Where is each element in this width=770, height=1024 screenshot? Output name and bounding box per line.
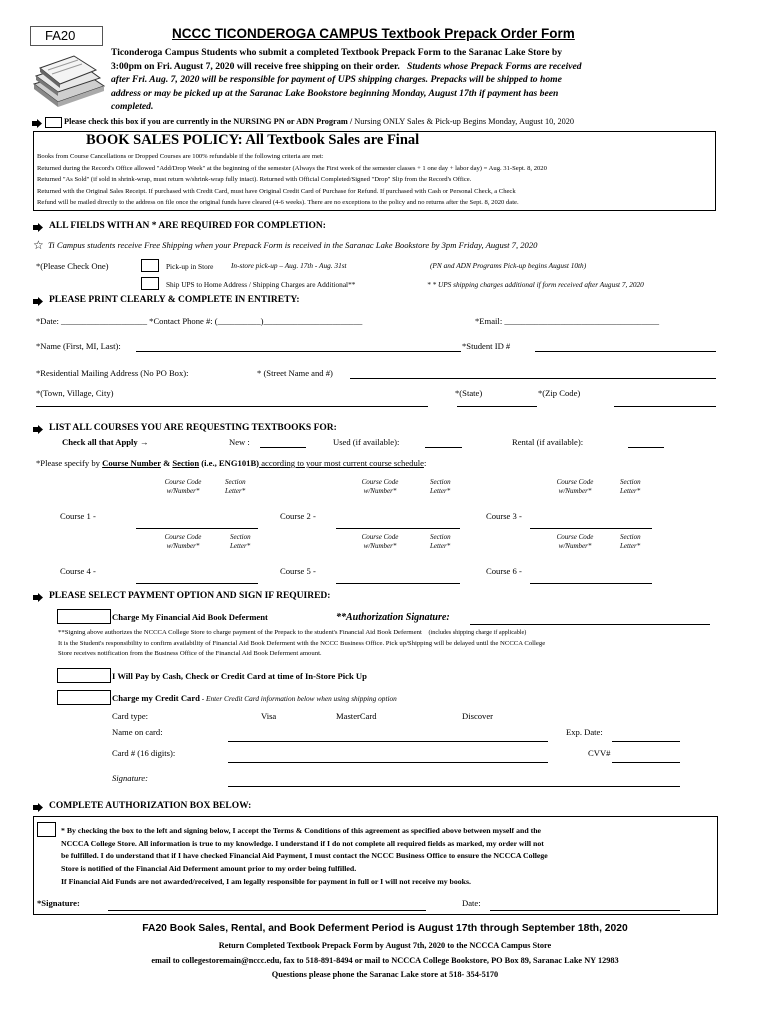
print-clearly-heading: PLEASE PRINT CLEARLY & COMPLETE IN ENTIRETY:	[49, 295, 300, 305]
section-header: Section Letter*	[430, 533, 451, 550]
specify-instructions: *Please specify by Course Number & Section (i.e., ENG101B) according to your most current course schedule:	[36, 458, 427, 468]
ship-note: * * UPS shipping charges additional if form received after August 7, 2020	[427, 280, 644, 289]
contact-instructions: email to collegestoremain@nccc.edu, fax to 518-891-8494 or mail to NCCCA College Bookstore, PO Box 89, Saranac Lake NY 12983	[151, 956, 619, 965]
authorization-heading: COMPLETE AUTHORIZATION BOX BELOW:	[49, 801, 252, 811]
state-input[interactable]	[457, 406, 537, 407]
section-header: Section Letter*	[225, 478, 246, 495]
cvv-input[interactable]	[612, 762, 680, 763]
course-3-label: Course 3 -	[486, 511, 522, 521]
name-label: *Name (First, MI, Last):	[36, 341, 121, 351]
ship-checkbox[interactable]	[141, 277, 159, 290]
section-header: Section Letter*	[620, 533, 641, 550]
financial-aid-label: Charge My Financial Aid Book Deferment	[112, 612, 268, 622]
cash-label: I Will Pay by Cash, Check or Credit Card at time of In-Store Pick Up	[112, 671, 367, 681]
page-title: NCCC TICONDEROGA CAMPUS Textbook Prepack Order Form	[172, 26, 575, 41]
auth-date-input[interactable]	[490, 910, 680, 911]
free-shipping-note: Ti Campus students receive Free Shipping when your Prepack Form is received in the Saranac Lake Bookstore by 3pm Friday, August 7, 2020	[48, 240, 538, 250]
pickup-dates: In-store pick-up – Aug. 17th - Aug. 31st	[231, 261, 347, 270]
auth-signature-input[interactable]	[108, 910, 426, 911]
cvv-label: CVV#	[588, 748, 611, 758]
course-4-input[interactable]	[136, 583, 258, 584]
authorization-signature-label: **Authorization Signature:	[336, 612, 450, 623]
section-header: Section Letter*	[230, 533, 251, 550]
policy-line: Returned "As Sold" (if sold in shrink-wrap, must return w/shrink-wrap fully intact). Returned with Official Completed/Signed "Drop" Slip from the Record's Office.	[37, 176, 472, 183]
exp-date-input[interactable]	[612, 741, 680, 742]
town-label: *(Town, Village, City)	[36, 388, 114, 398]
check-all-label: Check all that Apply →	[62, 437, 149, 447]
course-code-header: Course Code w/Number*	[164, 478, 202, 495]
mastercard-option[interactable]: MasterCard	[336, 711, 377, 721]
card-signature-input[interactable]	[228, 786, 680, 787]
card-number-label: Card # (16 digits):	[112, 748, 176, 758]
policy-line: Refund will be mailed directly to the address on file once the original funds have cleared (4-6 weeks). There are no exceptions to the policy and no returns after the Sept. 8, 2020 date.	[37, 199, 519, 206]
card-number-input[interactable]	[228, 762, 548, 763]
student-id-label: *Student ID #	[462, 341, 511, 351]
used-label: Used (if available):	[333, 437, 400, 447]
sales-period: FA20 Book Sales, Rental, and Book Deferment Period is August 17th through September 18th, 2020	[142, 923, 628, 934]
required-heading: ALL FIELDS WITH AN * ARE REQUIRED FOR COMPLETION:	[49, 221, 326, 231]
pickup-pn-note: (PN and ADN Programs Pick-up begins August 10th)	[430, 261, 587, 270]
course-1-label: Course 1 -	[60, 511, 96, 521]
street-label: * (Street Name and #)	[257, 368, 333, 378]
name-input[interactable]	[136, 351, 461, 352]
section-header: Section Letter*	[430, 478, 451, 495]
auth-date-label: Date:	[462, 898, 481, 908]
intro-line-1: Ticonderoga Campus Students who submit a completed Textbook Prepack Form to the Saranac Lake Store by	[111, 47, 563, 58]
intro-line-5: completed.	[111, 101, 154, 113]
star-icon: ☆	[33, 238, 44, 252]
course-5-label: Course 5 -	[280, 566, 316, 576]
financial-aid-checkbox[interactable]	[57, 609, 111, 624]
rental-input[interactable]	[628, 447, 664, 448]
course-3-input[interactable]	[530, 528, 652, 529]
intro-line-3: after Fri. Aug. 7, 2020 will be responsible for payment of UPS shipping charges. Prepacks will be shipped to home	[111, 74, 562, 86]
return-instructions: Return Completed Textbook Prepack Form by August 7th, 2020 to the NCCCA Campus Store	[218, 941, 552, 950]
pickup-label: Pick-up in Store	[166, 262, 214, 271]
nursing-line: Please check this box if you are currently in the NURSING PN or ADN Program / Nursing ONLY Sales & Pick-up Begins Monday, August 10, 2020	[64, 117, 575, 126]
student-id-input[interactable]	[535, 351, 716, 352]
auth-signature-label: *Signature:	[37, 898, 80, 908]
arrow-icon	[32, 119, 42, 128]
phone-instructions: Questions please phone the Saranac Lake store at 518- 354-5170	[271, 970, 499, 979]
card-signature-label: Signature:	[112, 773, 148, 783]
arrow-icon	[33, 593, 43, 602]
course-6-input[interactable]	[530, 583, 652, 584]
course-code-header: Course Code w/Number*	[361, 478, 399, 495]
course-2-input[interactable]	[336, 528, 460, 529]
exp-date-label: Exp. Date:	[566, 727, 603, 737]
payment-heading: PLEASE SELECT PAYMENT OPTION AND SIGN IF REQUIRED:	[49, 591, 331, 601]
policy-text	[37, 151, 547, 209]
course-2-label: Course 2 -	[280, 511, 316, 521]
name-on-card-input[interactable]	[228, 741, 548, 742]
course-1-input[interactable]	[136, 528, 258, 529]
course-5-input[interactable]	[336, 583, 460, 584]
name-on-card-label: Name on card:	[112, 727, 163, 737]
residential-label: *Residential Mailing Address (No PO Box):	[36, 368, 189, 378]
new-label: New :	[229, 437, 250, 447]
terms-checkbox[interactable]	[37, 822, 56, 837]
arrow-icon	[33, 297, 43, 306]
date-phone-field[interactable]: *Date: ____________________ *Contact Phone #: (__________)_______________________	[36, 316, 363, 326]
zip-input[interactable]	[614, 406, 716, 407]
courses-heading: LIST ALL COURSES YOU ARE REQUESTING TEXTBOOKS FOR:	[49, 423, 337, 433]
course-code-header: Course Code w/Number*	[361, 533, 399, 550]
ship-label: Ship UPS to Home Address / Shipping Charges are Additional**	[166, 280, 356, 289]
card-type-label: Card type:	[112, 711, 149, 721]
terms-text: * By checking the box to the left and signing below, I accept the Terms & Conditions of this agreement as specified above between myself and the NCCCA College Store. All information is true to my knowledge. I understand if I do not complete all required fields as marked, my order will not be fulfilled. I do understand that if I have checked Financial Aid Payment, I must contact the NCCC Business Office to ensure the NCCCA College Store is notified of the Financial Aid Deferment amount prior to my order being fulfilled. If Financial Aid Funds are not awarded/received, I am legally responsible for payment in full or I will not receive my books.	[61, 826, 548, 886]
zip-label: *(Zip Code)	[538, 388, 581, 398]
credit-card-label: Charge my Credit Card - Enter Credit Card information below when using shipping option	[112, 693, 397, 703]
policy-title: BOOK SALES POLICY: All Textbook Sales are Final	[86, 132, 420, 148]
arrow-icon	[33, 223, 43, 232]
credit-card-checkbox[interactable]	[57, 690, 111, 705]
street-input[interactable]	[350, 378, 716, 379]
nursing-checkbox[interactable]	[45, 117, 62, 128]
pickup-checkbox[interactable]	[141, 259, 159, 272]
course-code-header: Course Code w/Number*	[556, 478, 594, 495]
discover-option[interactable]: Discover	[462, 711, 494, 721]
intro-line-2: 3:00pm on Fri. August 7, 2020 will receive free shipping on their order. Students whose Prepack Forms are received	[111, 60, 582, 72]
email-field[interactable]: *Email: ____________________________________	[475, 316, 660, 326]
arrow-icon	[33, 803, 43, 812]
visa-option[interactable]: Visa	[261, 711, 277, 721]
please-check-label: *(Please Check One)	[36, 261, 109, 271]
policy-line: Books from Course Cancellations or Dropped Courses are 100% refundable if the following criteria are met:	[37, 153, 324, 160]
used-input[interactable]	[425, 447, 462, 448]
new-input[interactable]	[260, 447, 306, 448]
authorization-signature-input[interactable]	[470, 624, 710, 625]
state-label: *(State)	[455, 388, 483, 398]
term-badge: FA20	[30, 26, 103, 46]
cash-checkbox[interactable]	[57, 668, 111, 683]
intro-line-4: address or may be picked up at the Saranac Lake Bookstore beginning Monday, August 17th if payment has been	[111, 87, 559, 99]
arrow-icon	[33, 425, 43, 434]
textbooks-icon	[30, 50, 108, 114]
course-code-header: Course Code w/Number*	[164, 533, 202, 550]
town-input[interactable]	[36, 406, 428, 407]
rental-label: Rental (if available):	[512, 437, 584, 447]
course-4-label: Course 4 -	[60, 566, 96, 576]
section-header: Section Letter*	[620, 478, 641, 495]
course-6-label: Course 6 -	[486, 566, 522, 576]
financial-aid-note: **Signing above authorizes the NCCCA College Store to charge payment of the Prepack to the student's Financial Aid Book Deferment (includes shipping charge if applicable) It is the Student's responsibility to confirm availability of Financial Aid Book Deferment with the NCCC Business Office. Pick up/Shipping will be delayed until the NCCCA College Store receives notification from the Business Office of the Financial Aid Book Deferment amount.	[58, 629, 546, 657]
policy-line: Returned with the Original Sales Receipt. If purchased with Credit Card, must have Original Credit Card of Purchase for Refund. If purchased with Cash or Personal Check, a Check	[37, 187, 516, 195]
course-code-header: Course Code w/Number*	[556, 533, 594, 550]
policy-line: Returned during the Record's Office allowed "Add/Drop Week" at the beginning of the semester (Always the First week of the semester classes + 1 one day + labor day) = Aug. 31-Sept. 8, 2020	[37, 164, 547, 172]
